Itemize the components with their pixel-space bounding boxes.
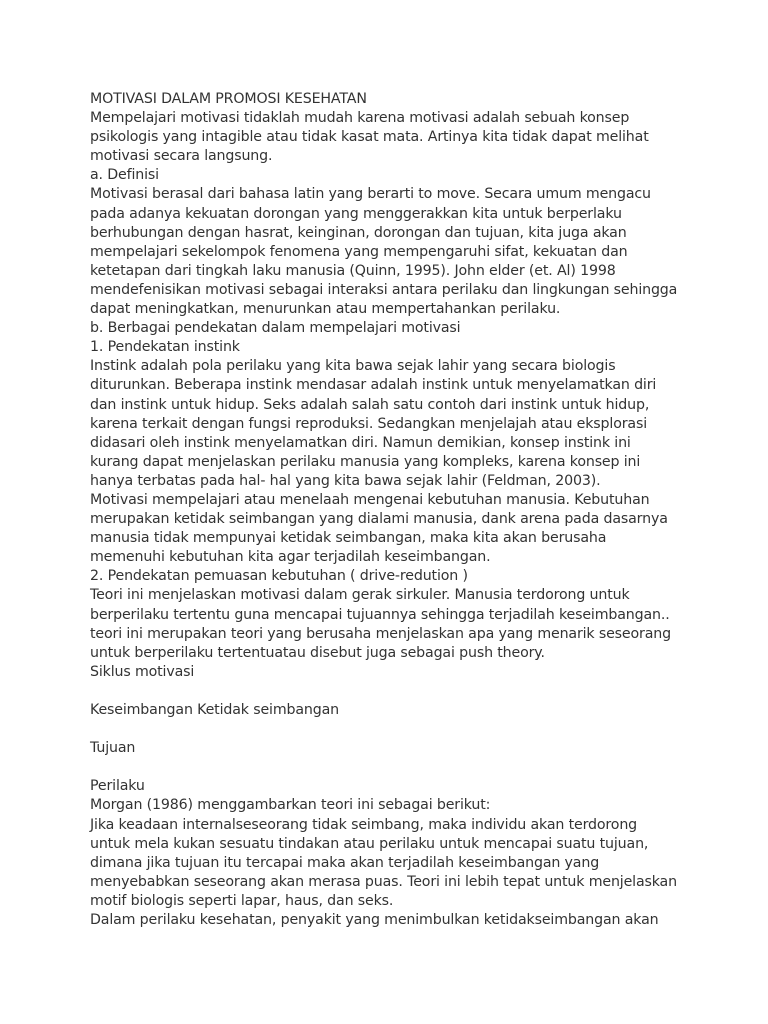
text-line: merupakan ketidak seimbangan yang dialami manusia, dank arena pada dasarnya bbox=[90, 511, 668, 528]
text-line: diturunkan. Beberapa instink mendasar adalah instink untuk menyelamatkan diri bbox=[90, 377, 657, 394]
text-line: pada adanya kekuatan dorongan yang menggerakkan kita untuk berperlaku bbox=[90, 205, 622, 222]
text-line: dimana jika tujuan itu tercapai maka akan terjadilah keseimbangan yang bbox=[90, 854, 600, 871]
text-line: motif biologis seperti lapar, haus, dan seks. bbox=[90, 892, 394, 909]
blank-line bbox=[90, 758, 690, 777]
blank-line bbox=[90, 682, 690, 701]
text-line: 1. Pendekatan instink bbox=[90, 339, 240, 356]
text-line: b. Berbagai pendekatan dalam mempelajari motivasi bbox=[90, 320, 461, 337]
text-line: Mempelajari motivasi tidaklah mudah karena motivasi adalah sebuah konsep bbox=[90, 110, 630, 127]
text-line: manusia tidak mempunyai ketidak seimbangan, maka kita akan berusaha bbox=[90, 530, 607, 547]
text-line: memenuhi kebutuhan kita agar terjadilah keseimbangan. bbox=[90, 549, 491, 566]
text-line: mendefenisikan motivasi sebagai interaksi antara perilaku dan lingkungan sehingga bbox=[90, 281, 678, 298]
text-line: a. Definisi bbox=[90, 167, 159, 184]
text-line: Perilaku bbox=[90, 778, 145, 795]
text-line: 2. Pendekatan pemuasan kebutuhan ( drive-redution ) bbox=[90, 568, 468, 585]
text-line: Instink adalah pola perilaku yang kita bawa sejak lahir yang secara biologis bbox=[90, 358, 616, 375]
text-line: menyebabkan seseorang akan merasa puas. Teori ini lebih tepat untuk menjelaskan bbox=[90, 873, 677, 890]
text-line: Dalam perilaku kesehatan, penyakit yang menimbulkan ketidakseimbangan akan bbox=[90, 912, 659, 929]
text-line: dapat meningkatkan, menurunkan atau mempertahankan perilaku. bbox=[90, 301, 561, 318]
text-line: mempelajari sekelompok fenomena yang mempengaruhi sifat, kekuatan dan bbox=[90, 243, 628, 260]
text-line: didasari oleh instink menyelamatkan diri. Namun demikian, konsep instink ini bbox=[90, 434, 631, 451]
text-line: berperilaku tertentu guna mencapai tujuannya sehingga terjadilah keseimbangan.. bbox=[90, 606, 670, 623]
text-line: Siklus motivasi bbox=[90, 663, 195, 680]
text-line: untuk mela kukan sesuatu tindakan atau perilaku untuk mencapai suatu tujuan, bbox=[90, 835, 649, 852]
text-line: berhubungan dengan hasrat, keinginan, dorongan dan tujuan, kita juga akan bbox=[90, 224, 627, 241]
text-line: untuk berperilaku tertentuatau disebut juga sebagai push theory. bbox=[90, 644, 545, 661]
text-line: psikologis yang intagible atau tidak kasat mata. Artinya kita tidak dapat melihat bbox=[90, 129, 649, 146]
text-line: Morgan (1986) menggambarkan teori ini sebagai berikut: bbox=[90, 797, 491, 814]
document-title: MOTIVASI DALAM PROMOSI KESEHATAN bbox=[90, 91, 367, 107]
text-line: Jika keadaan internalseseorang tidak seimbang, maka individu akan terdorong bbox=[90, 816, 638, 833]
text-line: Motivasi mempelajari atau menelaah mengenai kebutuhan manusia. Kebutuhan bbox=[90, 491, 650, 508]
blank-line bbox=[90, 720, 690, 739]
text-line: dan instink untuk hidup. Seks adalah salah satu contoh dari instink untuk hidup, bbox=[90, 396, 650, 413]
text-line: Keseimbangan Ketidak seimbangan bbox=[90, 702, 339, 718]
text-line: motivasi secara langsung. bbox=[90, 148, 273, 165]
text-line: Motivasi berasal dari bahasa latin yang berarti to move. Secara umum mengacu bbox=[90, 186, 651, 203]
document-body bbox=[90, 90, 690, 930]
text-line: teori ini merupakan teori yang berusaha menjelaskan apa yang menarik seseorang bbox=[90, 625, 671, 642]
text-line: ketetapan dari tingkah laku manusia (Quinn, 1995). John elder (et. Al) 1998 bbox=[90, 262, 616, 279]
text-line: Tujuan bbox=[90, 740, 136, 757]
text-line: Teori ini menjelaskan motivasi dalam gerak sirkuler. Manusia terdorong untuk bbox=[90, 587, 630, 604]
text-line: karena terkait dengan fungsi reproduksi. Sedangkan menjelajah atau eksplorasi bbox=[90, 415, 647, 432]
text-line: hanya terbatas pada hal- hal yang kita bawa sejak lahir (Feldman, 2003). bbox=[90, 472, 601, 489]
text-line: kurang dapat menjelaskan perilaku manusia yang kompleks, karena konsep ini bbox=[90, 453, 641, 470]
